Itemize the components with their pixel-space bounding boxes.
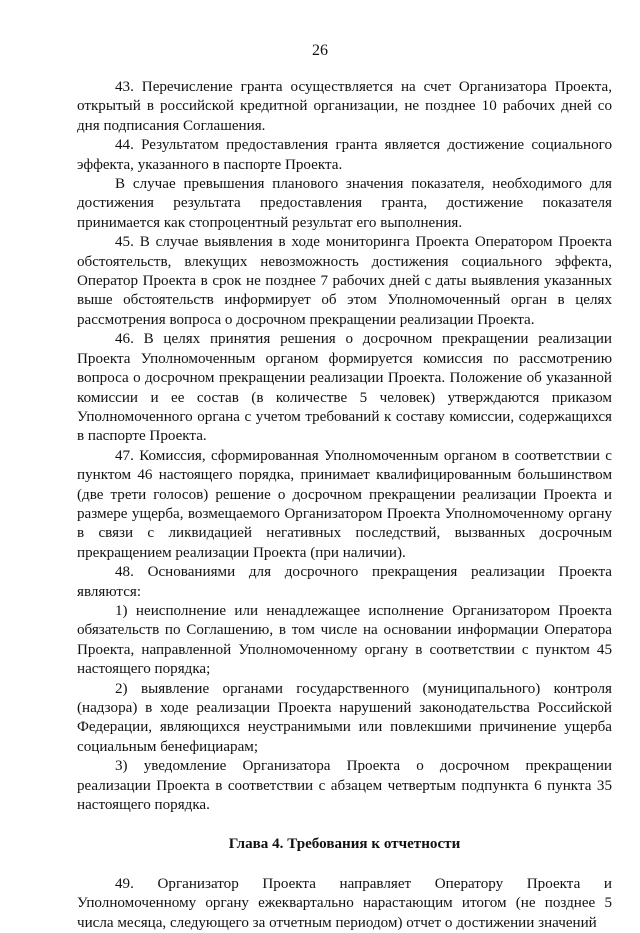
paragraph-45: 45. В случае выявления в ходе мониторинга Проекта Оператором Проекта обстоятельств, влекущих невозможность достижения социального эффекта, Оператор Проекта в срок не позднее 7 рабочих дней с даты выявления указанных выше обстоятельств информирует об этом Уполномоченный орган в целях рассмотрения вопроса о досрочном прекращении реализации Проекта. — [77, 234, 612, 328]
paragraph-49: 49. Организатор Проекта направляет Оператору Проекта и Уполномоченному органу ежеквартально нарастающим итогом (не позднее 5 числа месяца, следующего за отчетным периодом) отчет о достижении значений — [77, 875, 612, 931]
paragraph-46: 46. В целях принятия решения о досрочном прекращении реализации Проекта Уполномоченным органом формируется комиссия по рассмотрению вопроса о досрочном прекращении реализации Проекта. Положение об указанной комиссии и ее состав (в количестве 5 человек) утверждаются приказом Уполномоченного органа с учетом требований к составу комиссии, содержащихся в паспорте Проекта. — [77, 331, 612, 445]
paragraph-47: 47. Комиссия, сформированная Уполномоченным органом в соответствии с пунктом 46 настоящего порядка, принимает квалифицированным большинством (две трети голосов) решение о досрочном прекращении реализации Проекта и размере ущерба, возмещаемого Организатором Проекта Уполномоченному органу в связи с ликвидацией негативных последствий, вызванных досрочным прекращением реализации Проекта (при наличии). — [77, 447, 612, 561]
paragraph-48-item-3: 3) уведомление Организатора Проекта о досрочном прекращении реализации Проекта в соответствии с абзацем четвертым подпункта 6 пункта 35 настоящего порядка. — [77, 758, 612, 814]
paragraph-48-item-1: 1) неисполнение или ненадлежащее исполнение Организатором Проекта обязательств по Соглашению, в том числе на основании информации Оператора Проекта, направленной Уполномоченному органу в соответствии с пунктом 45 настоящего порядка; — [77, 602, 612, 678]
paragraph-48: 48. Основаниями для досрочного прекращения реализации Проекта являются: — [77, 564, 612, 600]
paragraph-44: 44. Результатом предоставления гранта является достижение социального эффекта, указанного в паспорте Проекта. — [77, 137, 612, 173]
paragraph-43: 43. Перечисление гранта осуществляется на счет Организатора Проекта, открытый в российской кредитной организации, не позднее 10 рабочих дней со дня подписания Соглашения. — [77, 79, 612, 134]
paragraph-44-continuation: В случае превышения планового значения показателя, необходимого для достижения результата предоставления гранта, достижение показателя принимается как стопроцентный результат его выполнения. — [77, 176, 612, 231]
page-number: 26 — [312, 42, 328, 59]
paragraph-48-item-2: 2) выявление органами государственного (муниципального) контроля (надзора) в ходе реализации Проекта нарушений законодательства Российской Федерации, являющихся неустранимыми или повлекшими причинение ущерба социальным бенефициарам; — [77, 680, 612, 755]
chapter-heading: Глава 4. Требования к отчетности — [228, 836, 461, 853]
document-body — [77, 78, 612, 933]
